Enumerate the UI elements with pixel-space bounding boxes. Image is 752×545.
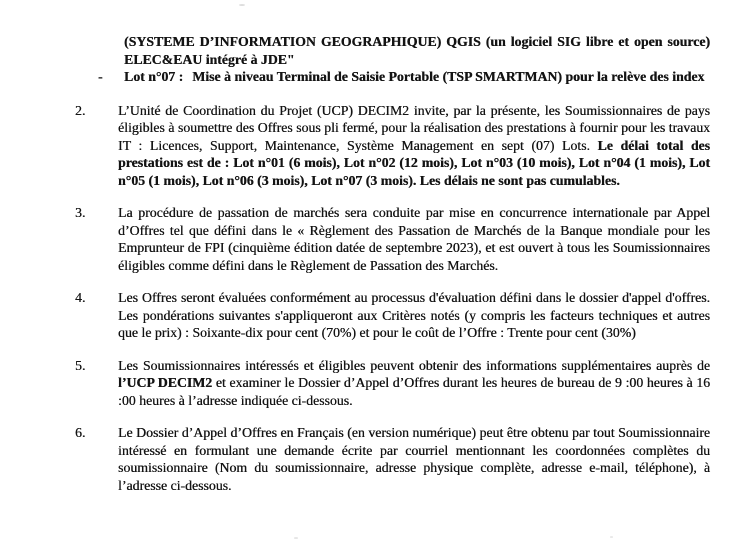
lot-07-text bbox=[124, 68, 710, 86]
lot06-description-continuation: (SYSTEME D’INFORMATION GEOGRAPHIQUE) QGIS (un logiciel SIG libre et open source) ELEC&EAU intégré à JDE" bbox=[124, 34, 710, 67]
paragraph-run: Le Dossier d’Appel d’Offres en Français (en version numérique) peut être obtenu par tout Soumissionnaire intéressé en formulant une demande écrite par courriel mentionnant les coordonnées complètes du soumissionnaire (Nom du soumissionnaire, adresse physique complète, adresse e-mail, téléphone), à l’adresse ci-dessous. bbox=[118, 425, 710, 493]
paragraph-run: L’Unité de Coordination du Projet (UCP) DECIM2 invite, par la présente, les Soumissionnaires de pays éligibles à soumettre des Offres sous pli fermé, pour la réalisation des prestations à fournir pour les travaux IT : Licences, Support, Maintenance, Système Management en sept (07) Lots. bbox=[118, 102, 710, 153]
lot-07-description: Mise à niveau Terminal de Saisie Portable (TSP SMARTMAN) pour la relève des index bbox=[192, 69, 705, 84]
numbered-paragraph-5 bbox=[75, 357, 710, 410]
paragraph-number: 2. bbox=[75, 102, 86, 118]
paragraph-text bbox=[118, 289, 710, 342]
paragraph-run: et examiner le Dossier d’Appel d’Offres durant les heures de bureau de 9 :00 heures à 16 :00 heures à l’adresse indiquée ci-dessous. bbox=[118, 375, 711, 408]
paragraph-text bbox=[118, 102, 710, 190]
paragraph-run: Les Soumissionnaires intéressés et éligibles peuvent obtenir des informations supplémentaires auprès de bbox=[118, 357, 710, 373]
dash-bullet: - bbox=[98, 69, 103, 84]
paragraph-run-bold: Le délai total des prestations est de : Lot n°01 (6 mois), Lot n°02 (12 mois), Lot n°03 (10 mois), Lot n°04 (1 mois), Lot n°05 (1 mois), Lot n°06 (3 mois), Lot n°07 (3 mois). Les délais ne sont pas cumulables. bbox=[118, 137, 710, 188]
lot-list-continuation bbox=[98, 33, 710, 86]
scan-artifact bbox=[610, 536, 613, 538]
lot-07-item bbox=[98, 68, 710, 86]
paragraph-number: 6. bbox=[75, 425, 86, 440]
numbered-paragraph-3 bbox=[75, 204, 710, 274]
paragraph-text bbox=[118, 204, 710, 274]
paragraph-run: Les Offres seront évaluées conformément au processus d'évaluation défini dans le dossier d'appel d'offres. Les pondérations suivantes s'appliqueront aux Critères notés (y compris les facteurs techniques et autres que le prix) : Soixante-dix pour cent (70%) et pour le coût de l’Offre : Trente pour cent (30%) bbox=[118, 290, 710, 340]
lot-07-label: Lot n°07 : bbox=[124, 69, 184, 84]
paragraph-number: 4. bbox=[75, 290, 86, 305]
paragraph-run-bold: l’UCP DECIM2 bbox=[118, 375, 213, 390]
paragraph-text bbox=[118, 357, 710, 410]
paragraph-run: La procédure de passation de marchés sera conduite par mise en concurrence internationale par Appel d’Offres tel que défini dans le « Règlement des Passation de Marchés de la Banque mondiale pour les Emprunteur de FPI (cinquième édition datée de septembre 2023), et est ouvert à tous les Soumissionnaires éligibles comme défini dans le Règlement de Passation des Marchés. bbox=[118, 205, 710, 273]
numbered-paragraph-4 bbox=[75, 289, 710, 342]
scan-artifact bbox=[239, 4, 245, 6]
numbered-paragraph-2 bbox=[75, 102, 710, 190]
paragraph-number: 5. bbox=[75, 357, 86, 373]
scan-artifact bbox=[294, 537, 298, 539]
numbered-paragraph-6 bbox=[75, 424, 710, 494]
paragraph-text bbox=[118, 424, 710, 494]
paragraph-number: 3. bbox=[75, 205, 86, 220]
